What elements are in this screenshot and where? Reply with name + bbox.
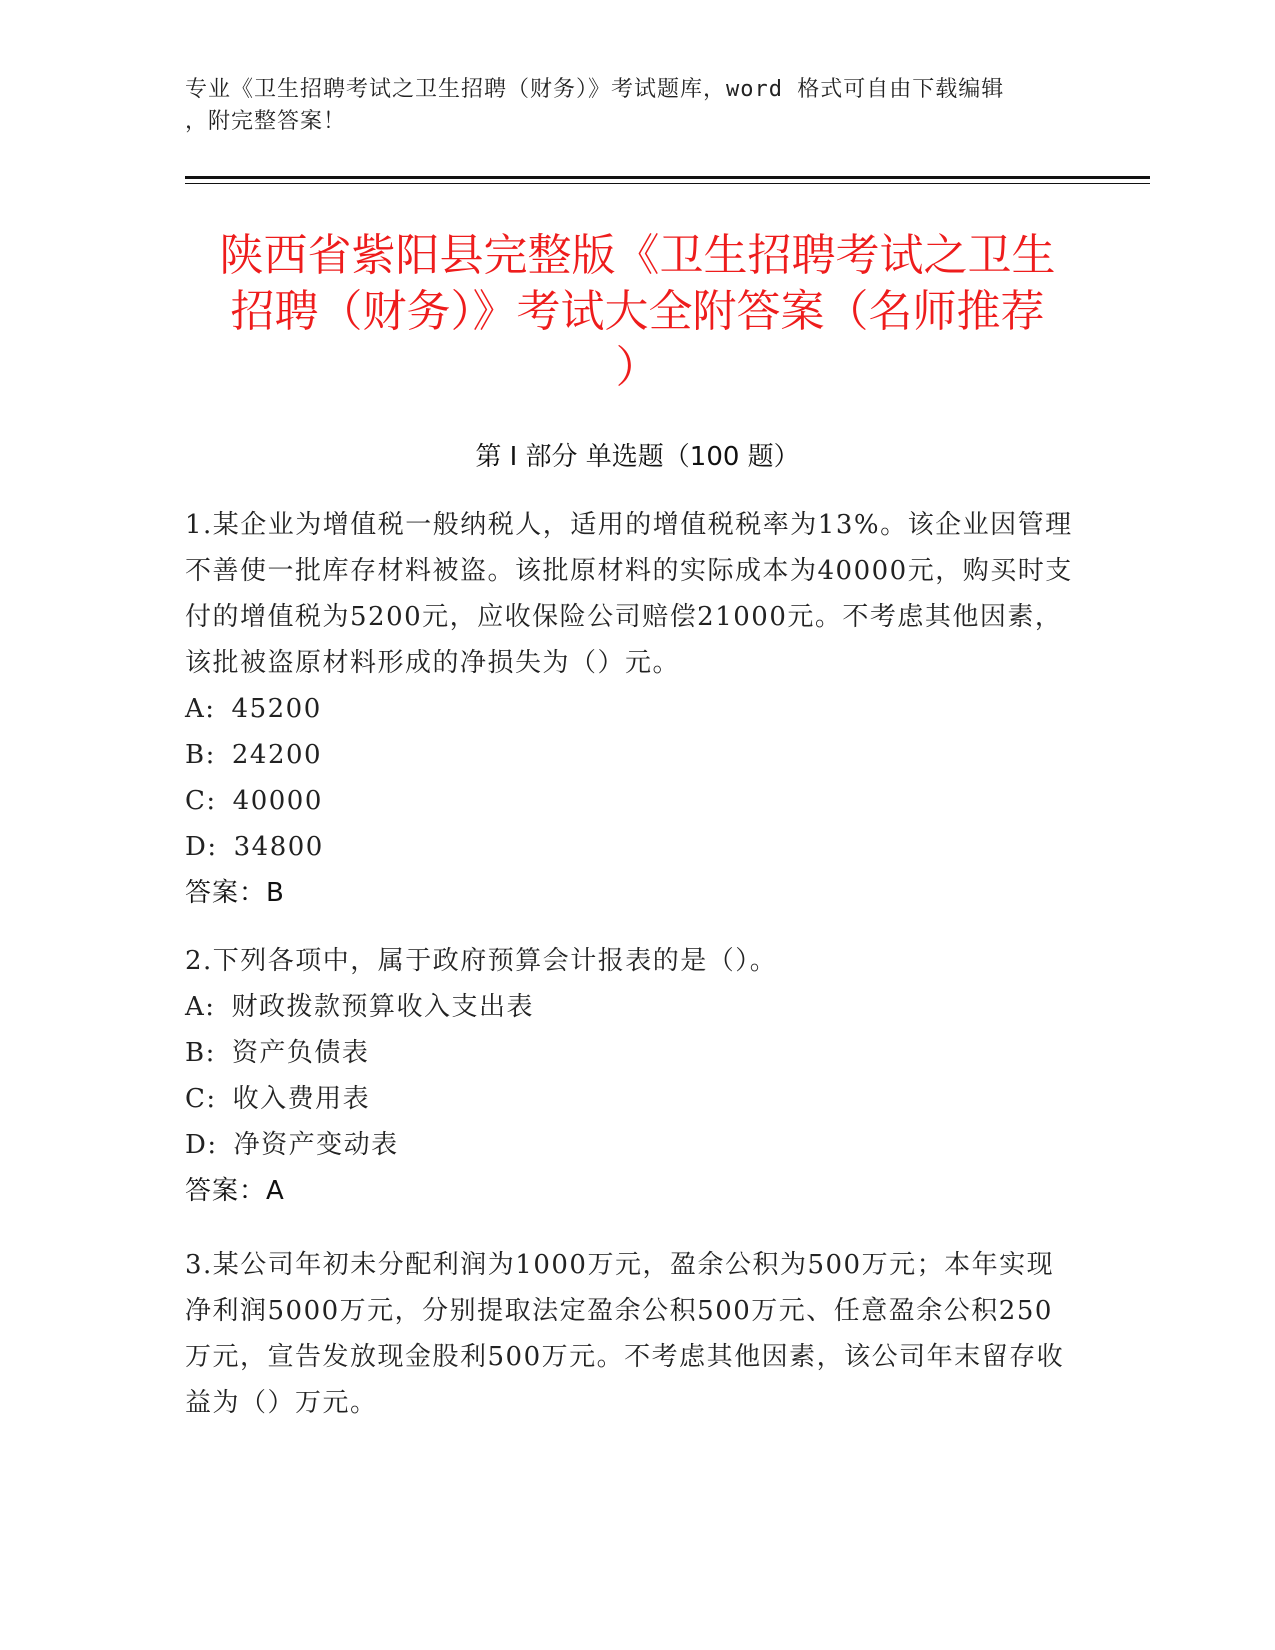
title-line-2: 招聘（财务）》考试大全附答案（名师推荐 bbox=[230, 286, 1045, 337]
option-a bbox=[185, 686, 1075, 732]
option-letter: B: bbox=[185, 1038, 216, 1068]
option-b bbox=[185, 1030, 1075, 1076]
option-a bbox=[185, 984, 1075, 1030]
option-text: 45200 bbox=[231, 694, 322, 724]
option-letter: C: bbox=[185, 1084, 217, 1114]
question-1 bbox=[185, 502, 1075, 916]
option-text: 收入费用表 bbox=[232, 1084, 371, 1114]
answer: 答案：B bbox=[185, 878, 285, 908]
option-text: 24200 bbox=[231, 740, 323, 770]
option-c bbox=[185, 1076, 1075, 1122]
option-letter: D: bbox=[185, 832, 218, 862]
section-title: 第 I 部分 单选题（100 题） bbox=[475, 442, 800, 472]
option-text: 资产负债表 bbox=[231, 1038, 370, 1068]
option-letter: A: bbox=[185, 992, 216, 1022]
option-letter: A: bbox=[185, 694, 216, 724]
header-rule-thick bbox=[185, 176, 1150, 179]
option-c bbox=[185, 778, 1075, 824]
header-rule-thin bbox=[185, 183, 1150, 184]
option-text: 财政拨款预算收入支出表 bbox=[231, 992, 535, 1022]
option-d bbox=[185, 1122, 1075, 1168]
header-line-1: 专业《卫生招聘考试之卫生招聘（财务）》考试题库，word 格式可自由下载编辑 bbox=[185, 77, 1005, 102]
option-text: 40000 bbox=[232, 786, 323, 816]
question-stem: 1.某企业为增值税一般纳税人，适用的增值税税率为13%。该企业因管理不善使一批库存材料被盗。该批原材料的实际成本为40000元，购买时支付的增值税为5200元，应收保险公司赔偿21000元。不考虑其他因素，该批被盗原材料形成的净损失为（）元。 bbox=[185, 510, 1073, 678]
option-text: 34800 bbox=[233, 832, 324, 862]
question-3 bbox=[185, 1242, 1075, 1426]
question-stem: 2.下列各项中，属于政府预算会计报表的是（）。 bbox=[185, 946, 778, 976]
document-title bbox=[195, 228, 1080, 396]
header-line-2: ，附完整答案！ bbox=[185, 109, 347, 134]
title-line-3: ） bbox=[615, 342, 660, 393]
option-letter: D: bbox=[185, 1130, 218, 1160]
document-header bbox=[185, 74, 1065, 138]
option-letter: B: bbox=[185, 740, 216, 770]
question-stem: 3.某公司年初未分配利润为1000万元，盈余公积为500万元；本年实现净利润5000万元，分别提取法定盈余公积500万元、任意盈余公积250万元，宣告发放现金股利500万元。不考虑其他因素，该公司年末留存收益为（）万元。 bbox=[185, 1250, 1065, 1418]
option-text: 净资产变动表 bbox=[233, 1130, 399, 1160]
option-letter: C: bbox=[185, 786, 217, 816]
title-line-1: 陕西省紫阳县完整版《卫生招聘考试之卫生 bbox=[219, 230, 1056, 281]
option-d bbox=[185, 824, 1075, 870]
option-b bbox=[185, 732, 1075, 778]
question-2 bbox=[185, 938, 1075, 1214]
answer: 答案：A bbox=[185, 1176, 285, 1206]
